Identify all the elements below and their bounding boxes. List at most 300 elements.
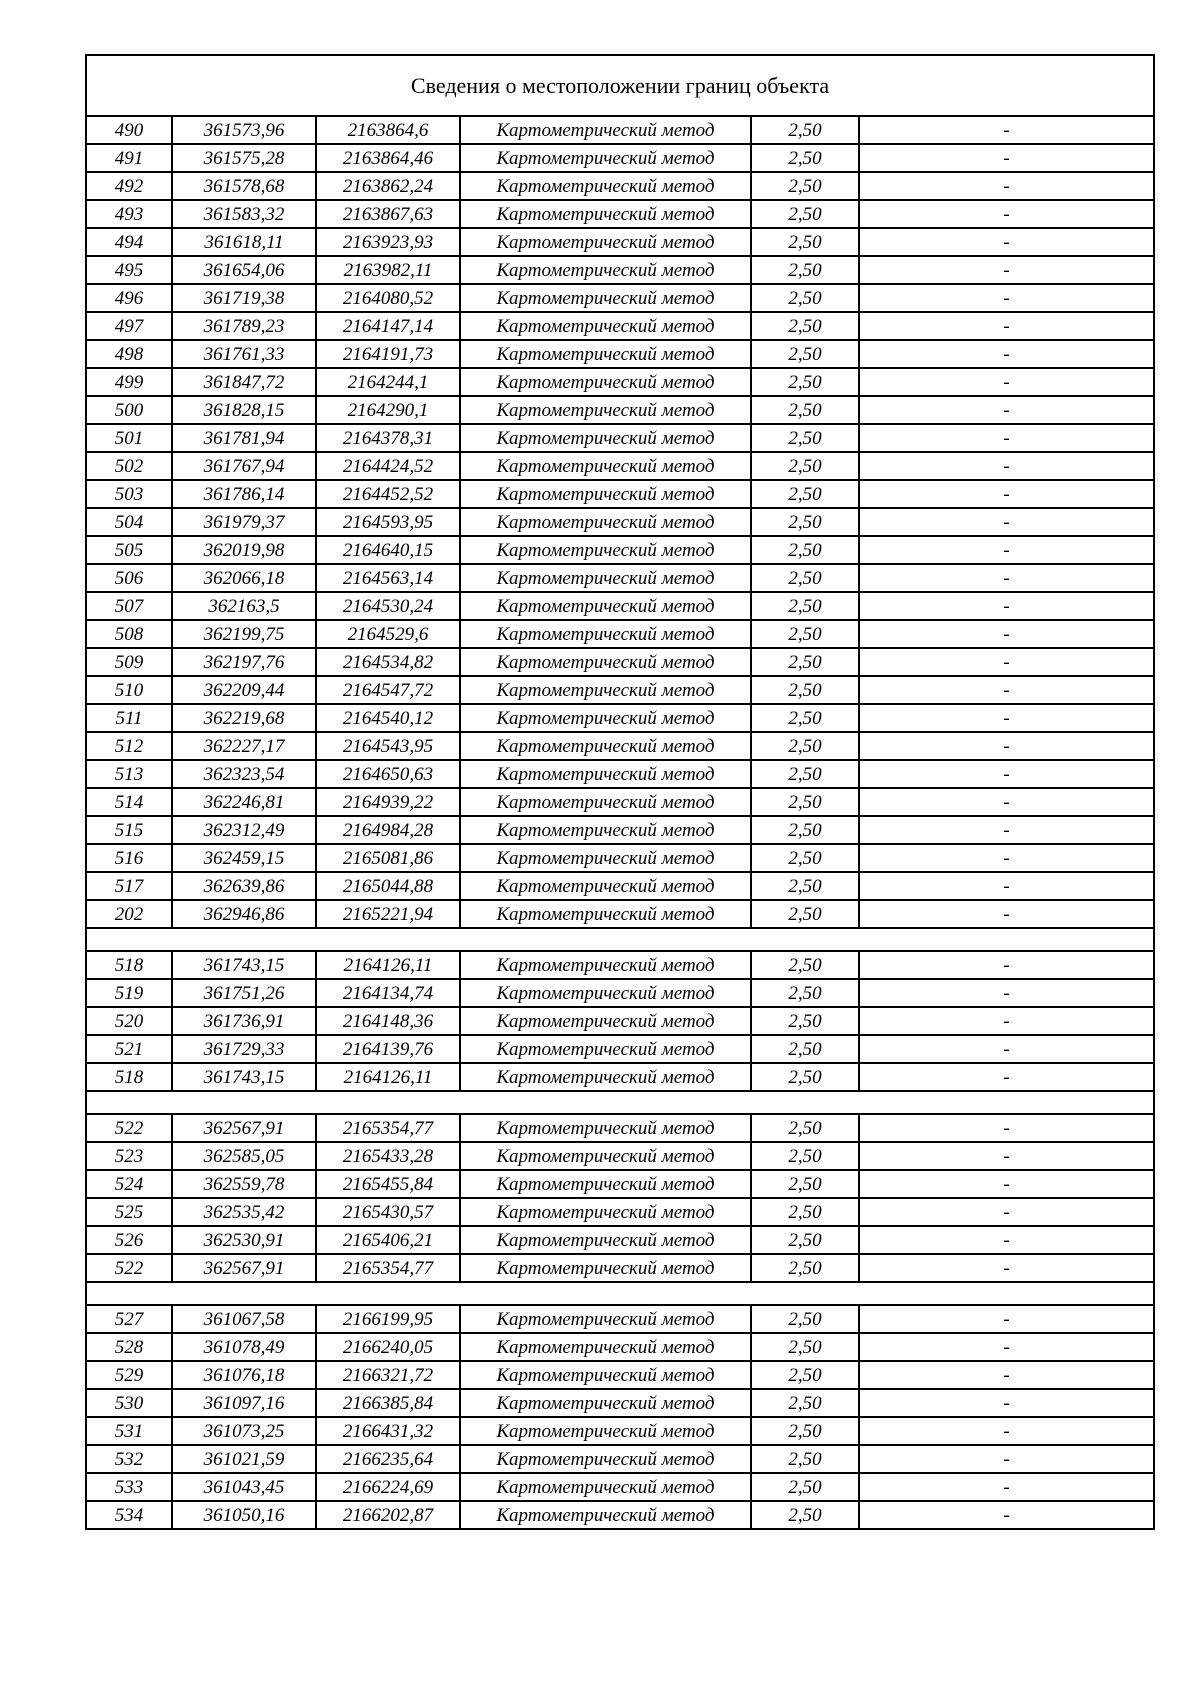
method-cell: Картометрический метод (460, 1063, 751, 1091)
coordinate-x-cell: 362199,75 (172, 620, 316, 648)
coordinate-y-cell: 2165406,21 (316, 1226, 460, 1254)
accuracy-cell: 2,50 (751, 592, 859, 620)
table-title: Сведения о местоположении границ объекта (86, 55, 1154, 116)
table-row (86, 116, 1154, 144)
method-cell: Картометрический метод (460, 951, 751, 979)
method-cell: Картометрический метод (460, 788, 751, 816)
accuracy-cell: 2,50 (751, 396, 859, 424)
coordinate-x-cell: 362639,86 (172, 872, 316, 900)
coordinate-y-cell: 2166202,87 (316, 1501, 460, 1529)
table-row (86, 816, 1154, 844)
point-number-cell: 492 (86, 172, 172, 200)
method-cell: Картометрический метод (460, 816, 751, 844)
coordinate-y-cell: 2164147,14 (316, 312, 460, 340)
table-row (86, 396, 1154, 424)
table-row (86, 760, 1154, 788)
point-number-cell: 522 (86, 1114, 172, 1142)
method-cell: Картометрический метод (460, 1501, 751, 1529)
coordinate-y-cell: 2163923,93 (316, 228, 460, 256)
method-cell: Картометрический метод (460, 452, 751, 480)
coordinate-y-cell: 2163864,6 (316, 116, 460, 144)
accuracy-cell: 2,50 (751, 312, 859, 340)
coordinate-x-cell: 361043,45 (172, 1473, 316, 1501)
accuracy-cell: 2,50 (751, 951, 859, 979)
point-number-cell: 518 (86, 1063, 172, 1091)
method-cell: Картометрический метод (460, 732, 751, 760)
accuracy-cell: 2,50 (751, 1114, 859, 1142)
coordinate-x-cell: 362019,98 (172, 536, 316, 564)
note-cell: - (859, 760, 1154, 788)
coordinate-x-cell: 361979,37 (172, 508, 316, 536)
accuracy-cell: 2,50 (751, 200, 859, 228)
point-number-cell: 503 (86, 480, 172, 508)
coordinate-y-cell: 2164378,31 (316, 424, 460, 452)
accuracy-cell: 2,50 (751, 256, 859, 284)
method-cell: Картометрический метод (460, 284, 751, 312)
table-row (86, 1254, 1154, 1282)
document-page (85, 54, 1153, 1530)
accuracy-cell: 2,50 (751, 452, 859, 480)
coordinate-y-cell: 2164984,28 (316, 816, 460, 844)
point-number-cell: 521 (86, 1035, 172, 1063)
coordinate-y-cell: 2164547,72 (316, 676, 460, 704)
coordinate-x-cell: 362066,18 (172, 564, 316, 592)
table-row (86, 620, 1154, 648)
note-cell: - (859, 256, 1154, 284)
method-cell: Картометрический метод (460, 592, 751, 620)
point-number-cell: 500 (86, 396, 172, 424)
point-number-cell: 499 (86, 368, 172, 396)
accuracy-cell: 2,50 (751, 1063, 859, 1091)
table-row (86, 564, 1154, 592)
note-cell: - (859, 704, 1154, 732)
point-number-cell: 517 (86, 872, 172, 900)
accuracy-cell: 2,50 (751, 620, 859, 648)
table-row (86, 1361, 1154, 1389)
section-separator-cell (86, 928, 1154, 951)
coordinate-y-cell: 2164126,11 (316, 951, 460, 979)
method-cell: Картометрический метод (460, 116, 751, 144)
table-body (86, 55, 1154, 1529)
coordinate-x-cell: 361583,32 (172, 200, 316, 228)
accuracy-cell: 2,50 (751, 1198, 859, 1226)
point-number-cell: 498 (86, 340, 172, 368)
point-number-cell: 526 (86, 1226, 172, 1254)
coordinate-y-cell: 2164529,6 (316, 620, 460, 648)
method-cell: Картометрический метод (460, 396, 751, 424)
coordinate-y-cell: 2164080,52 (316, 284, 460, 312)
method-cell: Картометрический метод (460, 979, 751, 1007)
accuracy-cell: 2,50 (751, 536, 859, 564)
note-cell: - (859, 620, 1154, 648)
note-cell: - (859, 872, 1154, 900)
note-cell: - (859, 1035, 1154, 1063)
note-cell: - (859, 480, 1154, 508)
note-cell: - (859, 340, 1154, 368)
coordinate-x-cell: 361021,59 (172, 1445, 316, 1473)
accuracy-cell: 2,50 (751, 844, 859, 872)
coordinate-x-cell: 362197,76 (172, 648, 316, 676)
coordinate-x-cell: 362535,42 (172, 1198, 316, 1226)
coordinate-x-cell: 361073,25 (172, 1417, 316, 1445)
accuracy-cell: 2,50 (751, 172, 859, 200)
point-number-cell: 533 (86, 1473, 172, 1501)
method-cell: Картометрический метод (460, 844, 751, 872)
method-cell: Картометрический метод (460, 312, 751, 340)
point-number-cell: 513 (86, 760, 172, 788)
table-row (86, 844, 1154, 872)
coordinate-y-cell: 2164534,82 (316, 648, 460, 676)
coordinate-x-cell: 361097,16 (172, 1389, 316, 1417)
coordinate-y-cell: 2163862,24 (316, 172, 460, 200)
coordinate-y-cell: 2164139,76 (316, 1035, 460, 1063)
method-cell: Картометрический метод (460, 1473, 751, 1501)
coordinate-x-cell: 361618,11 (172, 228, 316, 256)
coordinate-y-cell: 2163982,11 (316, 256, 460, 284)
note-cell: - (859, 1361, 1154, 1389)
note-cell: - (859, 648, 1154, 676)
accuracy-cell: 2,50 (751, 816, 859, 844)
method-cell: Картометрический метод (460, 1170, 751, 1198)
accuracy-cell: 2,50 (751, 1305, 859, 1333)
coordinate-y-cell: 2164650,63 (316, 760, 460, 788)
note-cell: - (859, 1501, 1154, 1529)
coordinate-x-cell: 361743,15 (172, 951, 316, 979)
coordinate-x-cell: 362459,15 (172, 844, 316, 872)
accuracy-cell: 2,50 (751, 508, 859, 536)
table-row (86, 951, 1154, 979)
table-row (86, 1198, 1154, 1226)
coordinate-y-cell: 2164126,11 (316, 1063, 460, 1091)
accuracy-cell: 2,50 (751, 1361, 859, 1389)
note-cell: - (859, 592, 1154, 620)
point-number-cell: 531 (86, 1417, 172, 1445)
table-row (86, 536, 1154, 564)
coordinate-x-cell: 361078,49 (172, 1333, 316, 1361)
accuracy-cell: 2,50 (751, 1473, 859, 1501)
boundary-coordinates-table (85, 54, 1155, 1530)
note-cell: - (859, 816, 1154, 844)
note-cell: - (859, 508, 1154, 536)
note-cell: - (859, 536, 1154, 564)
method-cell: Картометрический метод (460, 256, 751, 284)
note-cell: - (859, 1254, 1154, 1282)
coordinate-x-cell: 362246,81 (172, 788, 316, 816)
coordinate-x-cell: 361050,16 (172, 1501, 316, 1529)
coordinate-y-cell: 2164452,52 (316, 480, 460, 508)
coordinate-y-cell: 2164593,95 (316, 508, 460, 536)
note-cell: - (859, 368, 1154, 396)
coordinate-x-cell: 361743,15 (172, 1063, 316, 1091)
point-number-cell: 534 (86, 1501, 172, 1529)
note-cell: - (859, 788, 1154, 816)
coordinate-x-cell: 362559,78 (172, 1170, 316, 1198)
table-row (86, 1333, 1154, 1361)
note-cell: - (859, 172, 1154, 200)
note-cell: - (859, 284, 1154, 312)
method-cell: Картометрический метод (460, 480, 751, 508)
method-cell: Картометрический метод (460, 1226, 751, 1254)
point-number-cell: 507 (86, 592, 172, 620)
point-number-cell: 518 (86, 951, 172, 979)
point-number-cell: 494 (86, 228, 172, 256)
accuracy-cell: 2,50 (751, 1007, 859, 1035)
table-row (86, 508, 1154, 536)
table-row (86, 676, 1154, 704)
method-cell: Картометрический метод (460, 872, 751, 900)
coordinate-x-cell: 362312,49 (172, 816, 316, 844)
note-cell: - (859, 228, 1154, 256)
coordinate-y-cell: 2164191,73 (316, 340, 460, 368)
coordinate-y-cell: 2166199,95 (316, 1305, 460, 1333)
coordinate-y-cell: 2165354,77 (316, 1114, 460, 1142)
table-row (86, 900, 1154, 928)
note-cell: - (859, 1417, 1154, 1445)
accuracy-cell: 2,50 (751, 732, 859, 760)
coordinate-y-cell: 2164563,14 (316, 564, 460, 592)
table-row (86, 1063, 1154, 1091)
coordinate-x-cell: 361847,72 (172, 368, 316, 396)
point-number-cell: 497 (86, 312, 172, 340)
point-number-cell: 528 (86, 1333, 172, 1361)
coordinate-x-cell: 361719,38 (172, 284, 316, 312)
note-cell: - (859, 1198, 1154, 1226)
coordinate-y-cell: 2164244,1 (316, 368, 460, 396)
table-row (86, 1035, 1154, 1063)
coordinate-y-cell: 2166235,64 (316, 1445, 460, 1473)
coordinate-y-cell: 2165430,57 (316, 1198, 460, 1226)
note-cell: - (859, 1333, 1154, 1361)
coordinate-x-cell: 361781,94 (172, 424, 316, 452)
method-cell: Картометрический метод (460, 564, 751, 592)
coordinate-x-cell: 361578,68 (172, 172, 316, 200)
point-number-cell: 506 (86, 564, 172, 592)
note-cell: - (859, 979, 1154, 1007)
accuracy-cell: 2,50 (751, 1445, 859, 1473)
table-row (86, 480, 1154, 508)
method-cell: Картометрический метод (460, 704, 751, 732)
table-row (86, 648, 1154, 676)
point-number-cell: 516 (86, 844, 172, 872)
accuracy-cell: 2,50 (751, 340, 859, 368)
section-separator-row (86, 1091, 1154, 1114)
point-number-cell: 530 (86, 1389, 172, 1417)
coordinate-x-cell: 362585,05 (172, 1142, 316, 1170)
note-cell: - (859, 1305, 1154, 1333)
note-cell: - (859, 200, 1154, 228)
accuracy-cell: 2,50 (751, 676, 859, 704)
table-row (86, 1305, 1154, 1333)
point-number-cell: 529 (86, 1361, 172, 1389)
coordinate-y-cell: 2163864,46 (316, 144, 460, 172)
point-number-cell: 523 (86, 1142, 172, 1170)
coordinate-y-cell: 2165221,94 (316, 900, 460, 928)
coordinate-x-cell: 362567,91 (172, 1114, 316, 1142)
point-number-cell: 505 (86, 536, 172, 564)
coordinate-x-cell: 362323,54 (172, 760, 316, 788)
coordinate-x-cell: 362219,68 (172, 704, 316, 732)
accuracy-cell: 2,50 (751, 1389, 859, 1417)
accuracy-cell: 2,50 (751, 648, 859, 676)
table-row (86, 1007, 1154, 1035)
section-separator-cell (86, 1282, 1154, 1305)
note-cell: - (859, 1063, 1154, 1091)
method-cell: Картометрический метод (460, 1333, 751, 1361)
method-cell: Картометрический метод (460, 144, 751, 172)
note-cell: - (859, 900, 1154, 928)
coordinate-y-cell: 2165081,86 (316, 844, 460, 872)
table-row (86, 1170, 1154, 1198)
method-cell: Картометрический метод (460, 1389, 751, 1417)
accuracy-cell: 2,50 (751, 1417, 859, 1445)
method-cell: Картометрический метод (460, 1198, 751, 1226)
table-row (86, 1417, 1154, 1445)
coordinate-y-cell: 2165044,88 (316, 872, 460, 900)
accuracy-cell: 2,50 (751, 1170, 859, 1198)
table-row (86, 312, 1154, 340)
point-number-cell: 524 (86, 1170, 172, 1198)
coordinate-x-cell: 362567,91 (172, 1254, 316, 1282)
table-row (86, 340, 1154, 368)
accuracy-cell: 2,50 (751, 704, 859, 732)
table-row (86, 284, 1154, 312)
accuracy-cell: 2,50 (751, 228, 859, 256)
note-cell: - (859, 1007, 1154, 1035)
note-cell: - (859, 1170, 1154, 1198)
coordinate-x-cell: 361786,14 (172, 480, 316, 508)
table-row (86, 704, 1154, 732)
accuracy-cell: 2,50 (751, 368, 859, 396)
coordinate-x-cell: 361828,15 (172, 396, 316, 424)
point-number-cell: 515 (86, 816, 172, 844)
table-row (86, 979, 1154, 1007)
note-cell: - (859, 1473, 1154, 1501)
table-row (86, 788, 1154, 816)
table-row (86, 172, 1154, 200)
point-number-cell: 504 (86, 508, 172, 536)
point-number-cell: 495 (86, 256, 172, 284)
point-number-cell: 501 (86, 424, 172, 452)
point-number-cell: 519 (86, 979, 172, 1007)
section-separator-row (86, 928, 1154, 951)
method-cell: Картометрический метод (460, 1417, 751, 1445)
table-row (86, 1142, 1154, 1170)
point-number-cell: 532 (86, 1445, 172, 1473)
point-number-cell: 202 (86, 900, 172, 928)
table-row (86, 256, 1154, 284)
method-cell: Картометрический метод (460, 368, 751, 396)
point-number-cell: 508 (86, 620, 172, 648)
section-separator-cell (86, 1091, 1154, 1114)
table-row (86, 1445, 1154, 1473)
note-cell: - (859, 452, 1154, 480)
coordinate-y-cell: 2164540,12 (316, 704, 460, 732)
coordinate-x-cell: 361575,28 (172, 144, 316, 172)
table-row (86, 1389, 1154, 1417)
method-cell: Картометрический метод (460, 620, 751, 648)
section-separator-row (86, 1282, 1154, 1305)
table-row (86, 872, 1154, 900)
accuracy-cell: 2,50 (751, 480, 859, 508)
coordinate-y-cell: 2164290,1 (316, 396, 460, 424)
note-cell: - (859, 116, 1154, 144)
point-number-cell: 490 (86, 116, 172, 144)
accuracy-cell: 2,50 (751, 1035, 859, 1063)
method-cell: Картометрический метод (460, 676, 751, 704)
coordinate-y-cell: 2164640,15 (316, 536, 460, 564)
method-cell: Картометрический метод (460, 424, 751, 452)
table-row (86, 1114, 1154, 1142)
table-row (86, 1473, 1154, 1501)
coordinate-y-cell: 2166431,32 (316, 1417, 460, 1445)
method-cell: Картометрический метод (460, 1445, 751, 1473)
accuracy-cell: 2,50 (751, 900, 859, 928)
coordinate-x-cell: 362946,86 (172, 900, 316, 928)
accuracy-cell: 2,50 (751, 979, 859, 1007)
point-number-cell: 502 (86, 452, 172, 480)
method-cell: Картометрический метод (460, 1007, 751, 1035)
coordinate-y-cell: 2166224,69 (316, 1473, 460, 1501)
table-row (86, 144, 1154, 172)
coordinate-x-cell: 361751,26 (172, 979, 316, 1007)
accuracy-cell: 2,50 (751, 1226, 859, 1254)
accuracy-cell: 2,50 (751, 564, 859, 592)
coordinate-x-cell: 361767,94 (172, 452, 316, 480)
table-row (86, 732, 1154, 760)
coordinate-x-cell: 361729,33 (172, 1035, 316, 1063)
note-cell: - (859, 676, 1154, 704)
note-cell: - (859, 1389, 1154, 1417)
accuracy-cell: 2,50 (751, 1142, 859, 1170)
method-cell: Картометрический метод (460, 508, 751, 536)
method-cell: Картометрический метод (460, 1142, 751, 1170)
accuracy-cell: 2,50 (751, 144, 859, 172)
coordinate-x-cell: 361573,96 (172, 116, 316, 144)
method-cell: Картометрический метод (460, 172, 751, 200)
coordinate-x-cell: 362209,44 (172, 676, 316, 704)
table-row (86, 228, 1154, 256)
coordinate-y-cell: 2164148,36 (316, 1007, 460, 1035)
accuracy-cell: 2,50 (751, 872, 859, 900)
note-cell: - (859, 424, 1154, 452)
method-cell: Картометрический метод (460, 900, 751, 928)
point-number-cell: 527 (86, 1305, 172, 1333)
table-row (86, 368, 1154, 396)
point-number-cell: 522 (86, 1254, 172, 1282)
note-cell: - (859, 564, 1154, 592)
table-row (86, 1501, 1154, 1529)
note-cell: - (859, 396, 1154, 424)
method-cell: Картометрический метод (460, 648, 751, 676)
note-cell: - (859, 144, 1154, 172)
note-cell: - (859, 312, 1154, 340)
accuracy-cell: 2,50 (751, 788, 859, 816)
coordinate-y-cell: 2166321,72 (316, 1361, 460, 1389)
method-cell: Картометрический метод (460, 1361, 751, 1389)
accuracy-cell: 2,50 (751, 116, 859, 144)
point-number-cell: 511 (86, 704, 172, 732)
table-row (86, 424, 1154, 452)
accuracy-cell: 2,50 (751, 1501, 859, 1529)
coordinate-y-cell: 2163867,63 (316, 200, 460, 228)
point-number-cell: 514 (86, 788, 172, 816)
coordinate-x-cell: 361067,58 (172, 1305, 316, 1333)
accuracy-cell: 2,50 (751, 1333, 859, 1361)
table-row (86, 1226, 1154, 1254)
method-cell: Картометрический метод (460, 536, 751, 564)
accuracy-cell: 2,50 (751, 1254, 859, 1282)
coordinate-y-cell: 2165455,84 (316, 1170, 460, 1198)
